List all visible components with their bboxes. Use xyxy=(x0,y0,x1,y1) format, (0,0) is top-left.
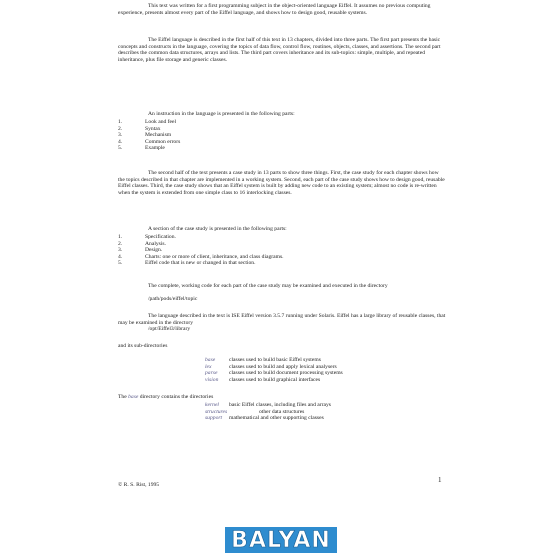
subdirectories-intro: and its sub-directories xyxy=(118,343,168,349)
list-item: 1. Look and feel xyxy=(118,119,177,125)
list-item: base classes used to build basic Eiffel systems xyxy=(205,357,321,363)
list-item: support mathematical and other supporting classes xyxy=(205,415,324,422)
list-item: 1. Specification. xyxy=(118,234,176,240)
copyright-notice: © R. S. Rist, 1995 xyxy=(118,482,160,488)
list-item: 2. Syntax xyxy=(118,125,161,132)
list-item: kernel basic Eiffel classes, including files and arrays xyxy=(205,402,331,408)
list-item: 5. Example xyxy=(118,145,165,152)
page-number: 1 xyxy=(438,476,442,484)
library-subdirectories xyxy=(205,357,343,383)
list-item: 2. Analysis. xyxy=(118,240,166,247)
case-study-paragraph: The second half of the text presents a case study in 13 parts to show three things. First, the case study for each chapter shows how the topics described in that chapter are implemented in a working system. Second, each part of the case study shows how to design good, reusable Eiffel classes. Third, the case study shows that an Eiffel system is built by adding new code to an existing system; almost no code is re-written when the system is extended from one simple class to 16 interlocking classes. xyxy=(118,170,445,196)
base-subdirectories xyxy=(205,402,331,422)
list-item: vision classes used to build graphical interfaces xyxy=(205,376,321,383)
list-item: 3. Design. xyxy=(118,247,163,254)
library-paragraph: The language described in the text is ISE Eiffel version 3.5.7 running under Solaris. Eiffel has a large library of reusable classes, that may be examined in the directory xyxy=(118,313,446,326)
instruction-parts-intro: An instruction in the language is presented in the following parts: xyxy=(148,111,295,117)
language-overview-paragraph: The Eiffel language is described in the first half of this text in 13 chapters, divided into three parts. The first part presents the basic concepts and constructs in the language, covering the topics of data flow, control flow, routines, objects, classes, and assertions. The second part describes the common data structures, arrays and lists. The third part covers inheritance and its sub-topics: simple, multiple, and repeated inheritance, plus file storage and generic classes. xyxy=(118,37,441,63)
base-directory-intro: The base directory contains the directories xyxy=(118,394,214,400)
intro-paragraph: This text was written for a first programming subject in the object-oriented language Eiffel. It assumes no previous computing experience, presents almost every part of the Eiffel language, and shows how to design good, reusable systems. xyxy=(118,3,431,16)
list-item: 3. Mechanism xyxy=(118,132,172,139)
section-parts-list xyxy=(118,234,448,267)
working-code-paragraph: The complete, working code for each part of the case study may be examined and executed in the directory xyxy=(148,283,388,289)
section-parts-intro: A section of the case study is presented in the following parts: xyxy=(148,226,287,232)
library-path: /opt/Eiffel3/library xyxy=(148,326,191,332)
case-study-path: /path/pods/eiffel/topic xyxy=(148,296,198,302)
list-item: lex classes used to build and apply lexical analysers xyxy=(205,363,337,370)
list-item: 4. Common errors xyxy=(118,138,181,145)
watermark-logo xyxy=(225,527,337,553)
list-item: 5. Eiffel code that is new or changed in that section. xyxy=(118,260,256,267)
list-item: 4. Charts: one or more of client, inheritance, and class diagrams. xyxy=(118,253,284,260)
watermark-text: BALYAN xyxy=(231,527,331,553)
instruction-parts-list xyxy=(118,119,448,152)
list-item: parse classes used to build document processing systems xyxy=(205,370,343,377)
list-item: structures other data structures xyxy=(205,408,305,415)
